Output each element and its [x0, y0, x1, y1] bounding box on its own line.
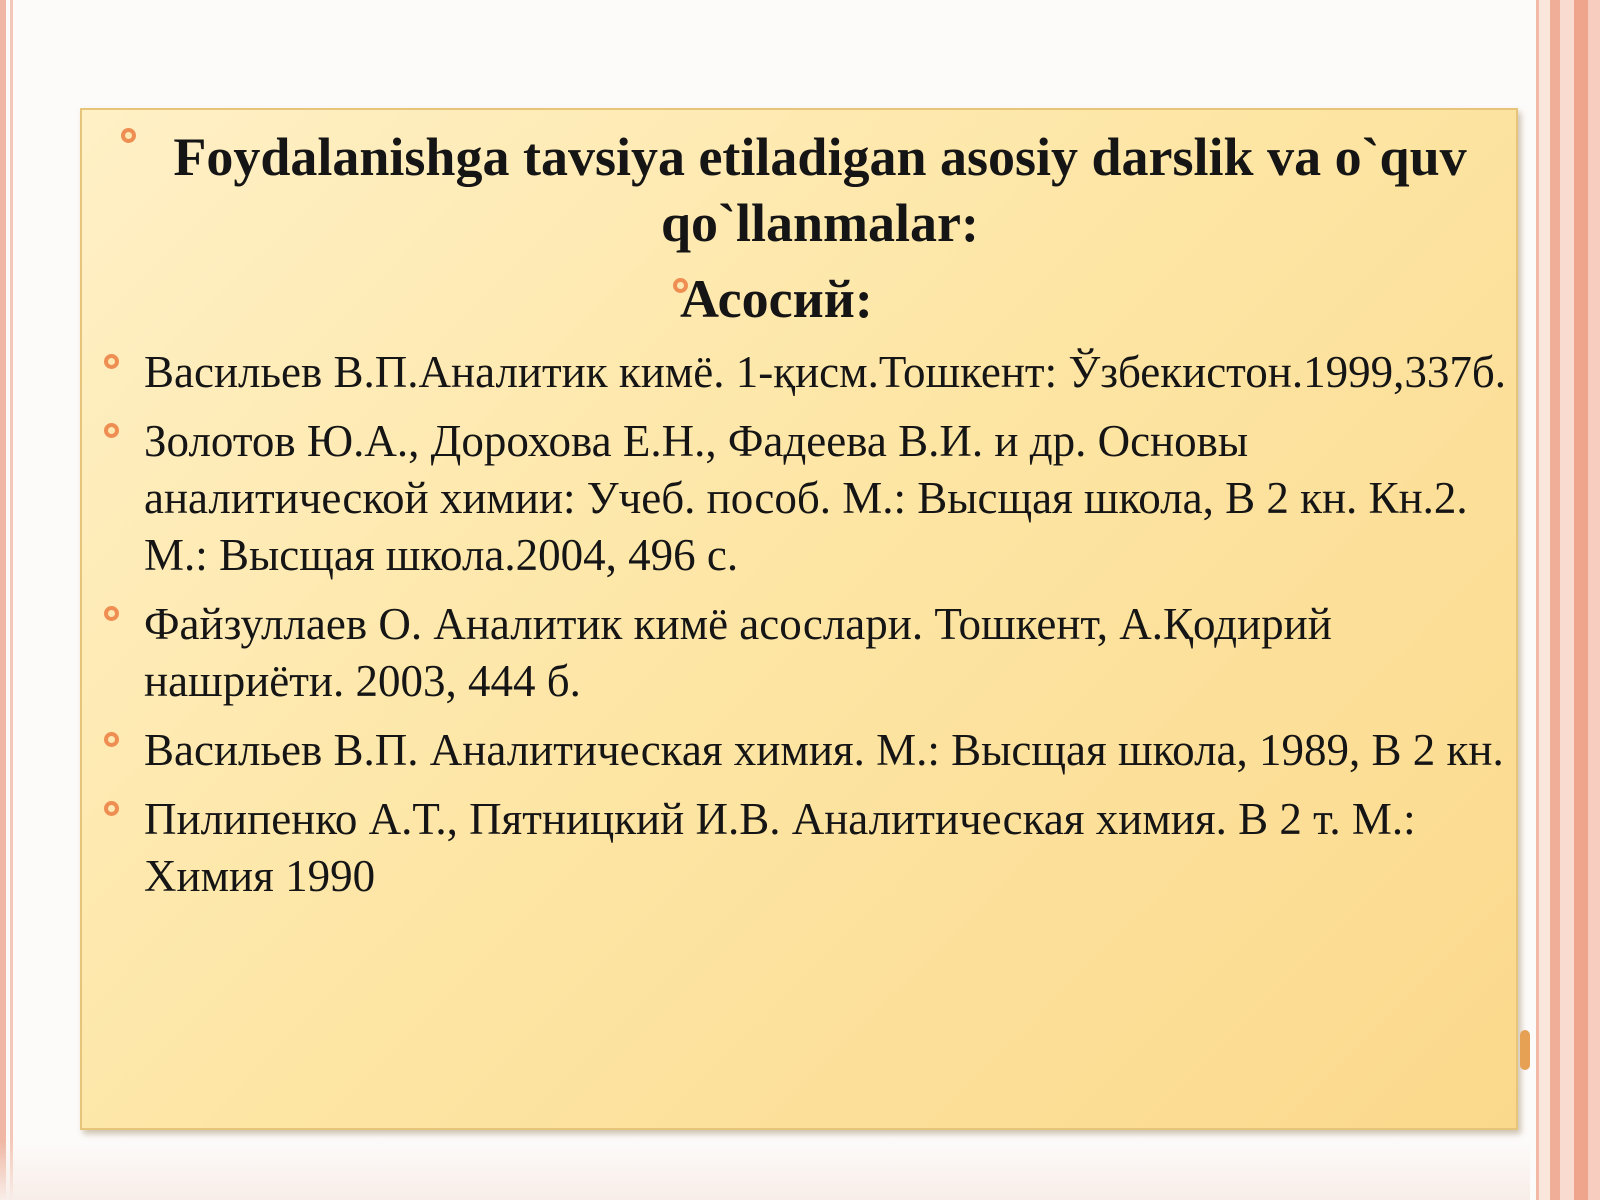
circle-bullet-icon	[104, 354, 119, 369]
right-decor-stripes	[1530, 0, 1600, 1200]
reference-item	[98, 344, 1518, 401]
bottom-fade	[0, 1140, 1530, 1200]
reference-text: Файзуллаев О. Аналитик кимё асослари. Тошкент, А.Қодирий нашриёти. 2003, 444 б.	[144, 599, 1332, 706]
slide-title: Foydalanishga tavsiya etiladigan asosiy darslik va o`quv qo`llanmalar:	[173, 127, 1467, 253]
reference-text: Золотов Ю.А., Дорохова Е.Н., Фадеева В.И. и др. Основы аналитической химии: Учеб. пособ. М.: Высщая школа, В 2 кн. Кн.2. М.: Высщая школа.2004, 496 с.	[144, 416, 1468, 580]
reference-item	[98, 596, 1518, 710]
circle-bullet-icon	[104, 732, 119, 747]
reference-item	[98, 791, 1518, 905]
reference-text: Васильев В.П. Аналитическая химия. М.: Высщая школа, 1989, В 2 кн.	[144, 725, 1504, 775]
left-decor-stripe-thin	[10, 0, 13, 1200]
reference-list	[98, 344, 1518, 917]
circle-bullet-icon	[104, 423, 119, 438]
reference-item	[98, 722, 1518, 779]
reference-text: Васильев В.П.Аналитик кимё. 1-қисм.Тошкент: Ўзбекистон.1999,337б.	[144, 347, 1506, 397]
circle-bullet-icon	[104, 801, 119, 816]
reference-item	[98, 413, 1518, 584]
reference-text: Пилипенко А.Т., Пятницкий И.В. Аналитическая химия. В 2 т. М.: Химия 1990	[144, 794, 1416, 901]
section-subtitle: Асосий:	[680, 269, 873, 329]
decor-mark	[1520, 1030, 1530, 1070]
left-decor-stripe	[0, 0, 6, 1200]
circle-bullet-icon	[104, 606, 119, 621]
